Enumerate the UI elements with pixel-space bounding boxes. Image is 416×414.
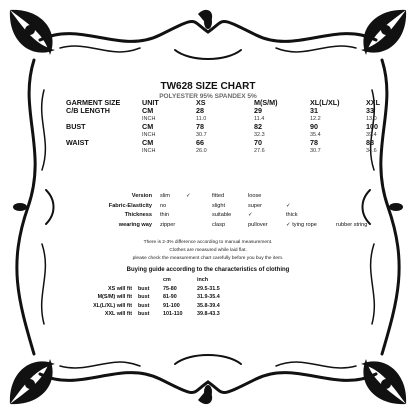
value-cell: 11.0	[196, 116, 207, 122]
value-cell: 100	[366, 122, 378, 131]
attribute-row-wearing-way	[76, 221, 384, 231]
attribute-label: Fabric-Elasticity	[108, 202, 152, 209]
unit-cell: CM	[142, 138, 154, 147]
column-header: UNIT	[142, 98, 159, 107]
check-mark: ✓	[186, 193, 191, 199]
table-row	[66, 123, 396, 131]
column-header: M(S/M)	[254, 98, 278, 107]
measurement-note: please check the measurement chart carefully before you buy the item.	[132, 256, 284, 261]
attribute-option: zipper	[160, 221, 176, 228]
row-label: BUST	[66, 122, 86, 131]
fit-size: M(S/M) will fit	[97, 294, 132, 301]
column-header: GARMENT SIZE	[66, 98, 121, 107]
fit-part: bust	[138, 285, 150, 292]
fit-inch: 31.9-35.4	[197, 294, 220, 301]
attribute-option: pullover	[248, 221, 268, 228]
unit-cell: INCH	[142, 116, 156, 122]
table-header-row	[66, 99, 396, 107]
attribute-row-thickness	[76, 211, 384, 221]
value-cell: 27.6	[254, 148, 265, 154]
fit-guide-table	[70, 276, 257, 319]
table-row	[66, 115, 396, 123]
attribute-option	[286, 192, 336, 202]
value-cell: 66	[196, 138, 204, 147]
attribute-option: super	[248, 202, 262, 209]
column-header: XS	[196, 98, 206, 107]
attribute-option: thick	[286, 212, 298, 218]
fit-inch: 39.8-43.3	[197, 311, 220, 318]
attribute-option: slim	[160, 193, 170, 199]
fit-cm: 75-80	[163, 285, 177, 292]
attribute-option: fitted	[212, 193, 225, 199]
fit-size: XS will fit	[108, 285, 132, 292]
value-cell: 34.6	[366, 148, 377, 154]
attribute-option: ✓ tying rope	[286, 221, 317, 228]
fit-row	[70, 285, 257, 294]
value-cell: 78	[310, 138, 318, 147]
attribute-option	[336, 211, 384, 221]
fit-inch: 29.5-31.5	[197, 285, 220, 292]
table-row	[66, 107, 396, 115]
column-header: inch	[197, 277, 209, 283]
attribute-option: rubber string	[336, 221, 368, 228]
fit-part: bust	[138, 294, 150, 301]
row-label	[66, 147, 142, 155]
fit-row	[70, 293, 257, 302]
attribute-label: Thickness	[124, 212, 152, 218]
attribute-label: wearing way	[118, 221, 152, 228]
row-label: WAIST	[66, 138, 89, 147]
fit-cm: 101-110	[163, 311, 183, 318]
value-cell: 70	[254, 138, 262, 147]
column-header: cm	[163, 277, 171, 283]
fit-cm: 91-100	[163, 302, 180, 309]
fit-cm: 81-90	[163, 294, 177, 301]
table-row	[66, 139, 396, 147]
attribute-option: slight	[212, 202, 226, 209]
attribute-option	[186, 202, 212, 212]
column-header: XXL	[366, 98, 380, 107]
attribute-option: thin	[160, 212, 170, 218]
size-chart-table	[66, 99, 396, 155]
check-mark: ✓	[248, 212, 253, 218]
row-label: C/B LENGTH	[66, 106, 110, 115]
attribute-option	[186, 211, 212, 221]
attribute-option: no	[160, 202, 167, 209]
value-cell: 82	[254, 122, 262, 131]
attribute-row-elasticity	[76, 202, 384, 212]
unit-cell: INCH	[142, 132, 156, 138]
value-cell: 30.7	[196, 132, 207, 138]
unit-cell: CM	[142, 106, 154, 115]
value-cell: 13.0	[366, 116, 377, 122]
attribute-option: suitable	[212, 212, 232, 218]
attribute-option	[336, 202, 384, 212]
value-cell: 90	[310, 122, 318, 131]
table-row	[66, 131, 396, 139]
fit-header-row	[70, 276, 257, 285]
value-cell: 33	[366, 106, 374, 115]
buying-guide-title: Buying guide according to the characteristics of clothing	[126, 267, 290, 273]
value-cell: 78	[196, 122, 204, 131]
fit-part: bust	[138, 302, 150, 309]
value-cell: 31	[310, 106, 318, 115]
fit-row	[70, 310, 257, 319]
fit-row	[70, 302, 257, 311]
value-cell: 28	[196, 106, 204, 115]
fabric-composition: POLYESTER 95% SPANDEX 5%	[159, 93, 257, 100]
measurement-note: There is 2-3% difference according to manual measurement.	[143, 240, 273, 245]
value-cell: 88	[366, 138, 374, 147]
value-cell: 39.4	[366, 132, 377, 138]
column-header: XL(L/XL)	[310, 98, 340, 107]
chart-title: TW628 SIZE CHART	[160, 81, 256, 92]
check-mark: ✓	[286, 202, 291, 209]
attribute-option	[336, 192, 384, 202]
fit-size: XXL will fit	[104, 311, 132, 318]
fit-part: bust	[138, 311, 150, 318]
fit-inch: 35.8-39.4	[197, 302, 220, 309]
value-cell: 12.2	[310, 116, 321, 122]
value-cell: 11.4	[254, 116, 265, 122]
value-cell: 30.7	[310, 148, 321, 154]
attribute-option	[186, 221, 212, 231]
unit-cell: CM	[142, 122, 154, 131]
fit-size: XL(L/XL) will fit	[93, 302, 132, 309]
attribute-option: clasp	[212, 221, 226, 228]
value-cell: 35.4	[310, 132, 321, 138]
table-row	[66, 147, 396, 155]
value-cell: 32.3	[254, 132, 265, 138]
attribute-label: Version	[131, 193, 152, 199]
value-cell: 29	[254, 106, 262, 115]
measurement-note: Clothes are measured while laid flat.	[169, 248, 247, 253]
value-cell: 26.0	[196, 148, 207, 154]
attributes-table	[76, 192, 384, 230]
attribute-row-version	[76, 192, 384, 202]
attribute-option: loose	[248, 193, 262, 199]
unit-cell: INCH	[142, 148, 156, 154]
